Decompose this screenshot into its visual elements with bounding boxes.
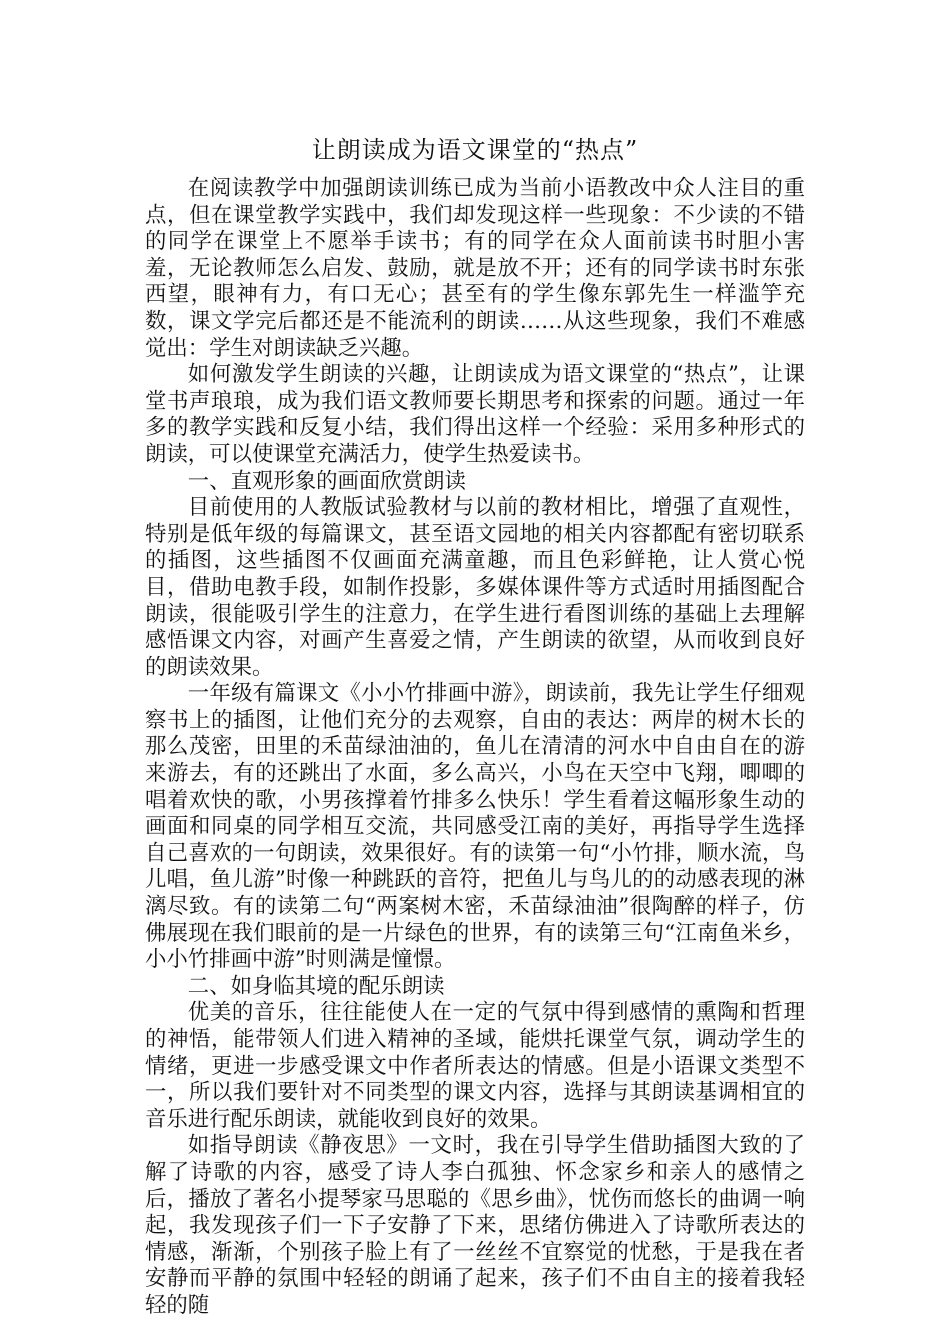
section-heading: 二、如身临其境的配乐朗读	[187, 973, 445, 999]
body-paragraph: 在阅读教学中加强朗读训练已成为当前小语教改中众人注目的重点，但在课堂教学实践中，我们却发现这样一些现象：不少读的不错的同学在课堂上不愿举手读书；有的同学在众人面前读书时胆小害羞，无论教师怎么启发、鼓励，就是放不开；还有的同学读书时东张西望，眼神有力，有口无心；甚至有的学生像东郭先生一样滥竽充数，课文学完后都还是不能流利的朗读……从这些现象，我们不难感觉出：学生对朗读缺乏兴趣。	[145, 176, 805, 361]
body-paragraph: 优美的音乐，往往能使人在一定的气氛中得到感情的熏陶和哲理的神悟，能带领人们进入精神的圣域，能烘托课堂气氛，调动学生的情绪，更进一步感受课文中作者所表达的情感。但是小语课文类型不一，所以我们要针对不同类型的课文内容，选择与其朗读基调相宜的音乐进行配乐朗读，就能收到良好的效果。	[145, 1000, 805, 1132]
document-body	[145, 176, 805, 1320]
body-paragraph: 如何激发学生朗读的兴趣，让朗读成为语文课堂的“热点”，让课堂书声琅琅，成为我们语文教师要长期思考和探索的问题。通过一年多的教学实践和反复小结，我们得出这样一个经验：采用多种形式的朗读，可以使课堂充满活力，使学生热爱读书。	[145, 362, 805, 467]
document-title: 让朗读成为语文课堂的“热点”	[311, 136, 639, 164]
body-paragraph: 目前使用的人教版试验教材与以前的教材相比，增强了直观性，特别是低年级的每篇课文，甚至语文园地的相关内容都配有密切联系的插图，这些插图不仅画面充满童趣，而且色彩鲜艳，让人赏心悦目，借助电教手段，如制作投影，多媒体课件等方式适时用插图配合朗读，很能吸引学生的注意力，在学生进行看图训练的基础上去理解感悟课文内容，对画产生喜爱之情，产生朗读的欲望，从而收到良好的朗读效果。	[145, 495, 805, 680]
body-paragraph: 一年级有篇课文《小小竹排画中游》，朗读前，我先让学生仔细观察书上的插图，让他们充分的去观察，自由的表达：两岸的树木长的那么茂密，田里的禾苗绿油油的，鱼儿在清清的河水中自由自在的游来游去，有的还跳出了水面，多么高兴，小鸟在天空中飞翔，唧唧的唱着欢快的歌，小男孩撑着竹排多么快乐！学生看着这幅形象生动的画面和同桌的同学相互交流，共同感受江南的美好，再指导学生选择自己喜欢的一句朗读，效果很好。有的读第一句“小竹排，顺水流，鸟儿唱，鱼儿游”时像一种跳跃的音符，把鱼儿与鸟儿的的动感表现的淋漓尽致。有的读第二句“两案树木密，禾苗绿油油”很陶醉的样子，仿佛展现在我们眼前的是一片绿色的世界，有的读第三句“江南鱼米乡，小小竹排画中游”时则满是憧憬。	[145, 681, 805, 973]
section-heading: 一、直观形象的画面欣赏朗读	[187, 468, 466, 494]
body-paragraph: 如指导朗读《静夜思》一文时，我在引导学生借助插图大致的了解了诗歌的内容，感受了诗人李白孤独、怀念家乡和亲人的感情之后，播放了著名小提琴家马思聪的《思乡曲》，忧伤而悠长的曲调一响起，我发现孩子们一下子安静了下来，思绪仿佛进入了诗歌所表达的情感，渐渐，个别孩子脸上有了一丝丝不宜察觉的忧愁，于是我在者安静而平静的氛围中轻轻的朗诵了起来，孩子们不由自主的接着我轻轻的随	[145, 1133, 805, 1318]
